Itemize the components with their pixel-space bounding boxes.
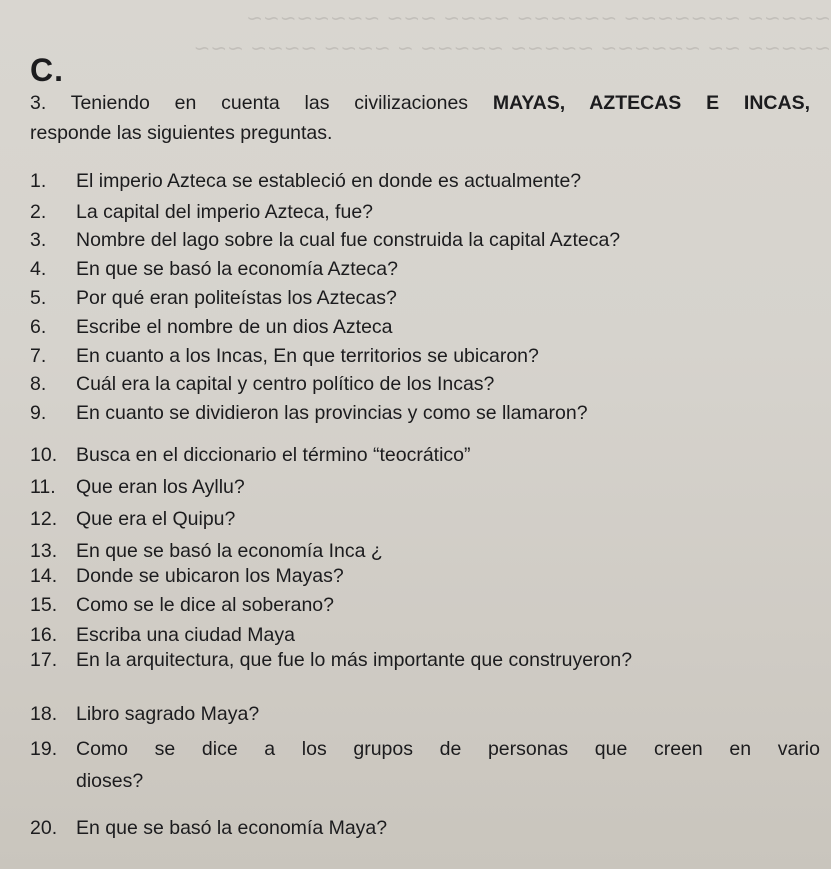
question-5	[30, 287, 397, 310]
question-4	[30, 258, 398, 281]
question-text: En que se basó la economía Maya?	[76, 817, 388, 839]
bleed-through-text: ~~~~~ ~~ ~~~~~~ ~~~~~ ~~~~~ ~ ~~~~ ~~~~ ~~~	[193, 36, 831, 60]
question-number: 2.	[30, 201, 47, 223]
question-text: Nombre del lago sobre la cual fue construida la capital Azteca?	[76, 229, 621, 251]
question-text: Cuál era la capital y centro político de los Incas?	[76, 373, 495, 395]
question-number: 12.	[30, 508, 58, 530]
question-8	[30, 373, 494, 396]
question-text: Escribe el nombre de un dios Azteca	[76, 316, 393, 338]
question-text: Busca en el diccionario el término “teocrático”	[76, 444, 471, 466]
question-number: 7.	[30, 345, 47, 367]
question-text: La capital del imperio Azteca, fue?	[76, 201, 374, 223]
question-text: Como se dice a los grupos de personas que creen en vario	[76, 738, 820, 760]
question-13	[30, 540, 383, 563]
question-text: En cuanto se dividieron las provincias y como se llamaron?	[76, 402, 588, 424]
civilizations-bold: MAYAS, AZTECAS E INCAS,	[492, 92, 810, 114]
question-number: 4.	[30, 258, 47, 280]
question-text: En cuanto a los Incas, En que territorios se ubicaron?	[76, 345, 539, 367]
instructions-prefix: 3. Teniendo en cuenta las civilizaciones	[30, 92, 493, 114]
question-number: 6.	[30, 316, 47, 338]
question-19	[30, 733, 820, 797]
question-text: El imperio Azteca se estableció en donde es actualmente?	[76, 170, 582, 192]
question-number: 11.	[30, 476, 56, 498]
instructions	[30, 88, 810, 148]
question-19-continuation: dioses?	[76, 770, 144, 792]
question-text: Que era el Quipu?	[76, 508, 236, 530]
instructions-line-2: responde las siguientes preguntas.	[30, 122, 333, 144]
question-number: 1.	[30, 170, 47, 192]
question-number: 19.	[30, 738, 58, 760]
question-1	[30, 170, 581, 193]
question-15	[30, 594, 334, 617]
question-text: En que se basó la economía Azteca?	[76, 258, 398, 280]
question-7	[30, 345, 539, 368]
question-17	[30, 649, 632, 672]
question-19-line-1	[30, 733, 820, 765]
question-18	[30, 703, 259, 726]
question-number: 16.	[30, 624, 58, 646]
question-number: 15.	[30, 594, 58, 616]
question-11	[30, 476, 245, 499]
question-number: 10.	[30, 444, 58, 466]
section-letter: C.	[30, 52, 64, 88]
question-text: Libro sagrado Maya?	[76, 703, 260, 725]
question-text: Donde se ubicaron los Mayas?	[76, 565, 344, 587]
question-number: 18.	[30, 703, 58, 725]
question-16	[30, 624, 295, 647]
question-number: 5.	[30, 287, 47, 309]
question-number: 20.	[30, 817, 58, 839]
question-number: 9.	[30, 402, 47, 424]
question-number: 3.	[30, 229, 47, 251]
question-number: 17.	[30, 649, 58, 671]
question-text: Escriba una ciudad Maya	[76, 624, 295, 646]
question-text: En que se basó la economía Inca ¿	[76, 540, 383, 562]
question-text: Por qué eran politeístas los Aztecas?	[76, 287, 397, 309]
question-3	[30, 229, 620, 252]
question-20	[30, 817, 387, 840]
question-10	[30, 444, 471, 467]
question-text: Que eran los Ayllu?	[76, 476, 245, 498]
question-12	[30, 508, 235, 531]
question-14	[30, 565, 344, 588]
question-text: Como se le dice al soberano?	[76, 594, 334, 616]
question-number: 14.	[30, 565, 58, 587]
question-number: 13.	[30, 540, 58, 562]
bleed-through-text: ~~~~~ ~~~~~~~ ~~~~~~ ~~~~ ~~~ ~~~~~~~~	[246, 6, 831, 30]
question-2	[30, 201, 373, 224]
question-number: 8.	[30, 373, 47, 395]
instructions-line-1	[30, 88, 810, 118]
question-6	[30, 316, 393, 339]
question-text: En la arquitectura, que fue lo más importante que construyeron?	[76, 649, 633, 671]
question-9	[30, 402, 588, 425]
